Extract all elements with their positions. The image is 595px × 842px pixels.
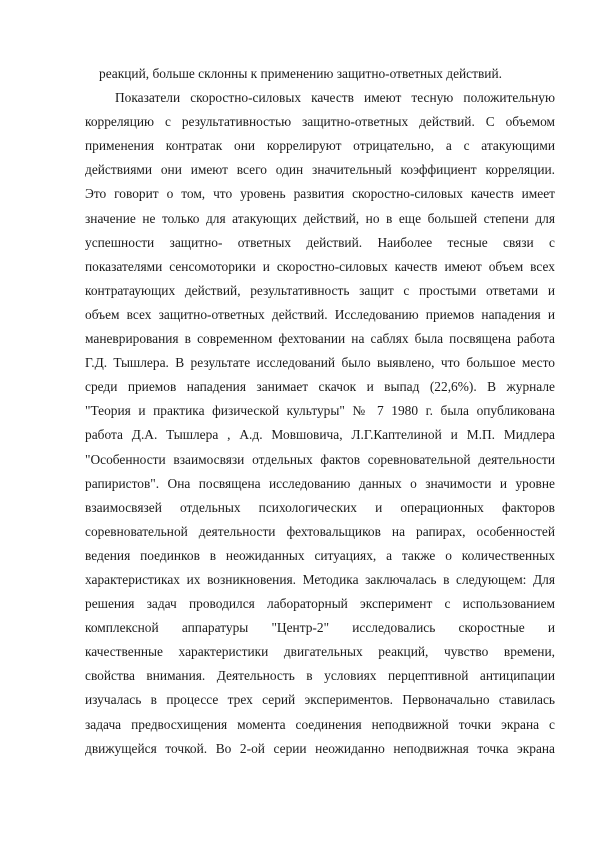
text-line: показателями сенсомоторики и скоростно-силовых качеств имеют объем всех <box>85 258 555 274</box>
text-line: свойства внимания. Деятельность в условиях перцептивной антиципации <box>85 668 555 684</box>
text-line: объем всех защитно-ответных действий. Исследованию приемов нападения и <box>85 306 555 322</box>
text-line: контратаующих действий, результативность защит с простыми ответами и <box>85 282 555 298</box>
text-line: характеристиках их возникновения. Методика заключалась в следующем: Для <box>85 571 555 587</box>
text-line: задача предвосхищения момента соединения неподвижной точки экрана с <box>85 716 555 732</box>
text-line: соревновательной деятельности фехтовальщиков на рапирах, особенностей <box>85 523 555 539</box>
text-line: работа Д.А. Тышлера , А.д. Мовшовича, Л.Г.Каптелиной и М.П. Мидлера <box>85 427 555 443</box>
paragraph-first-line: Показатели скоростно-силовых качеств имеют тесную положительную <box>115 90 555 106</box>
text-line: Это говорит о том, что уровень развития скоростно-силовых качеств имеет <box>85 186 555 202</box>
text-line: изучалась в процессе трех серий экспериментов. Первоначально ставилась <box>85 692 555 708</box>
text-line: реакций, больше склонны к применению защитно-ответных действий. <box>99 66 502 81</box>
text-line: корреляцию с результативностью защитно-ответных действий. С объемом <box>85 114 555 130</box>
text-line: движущейся точкой. Во 2-ой серии неожиданно неподвижная точка экрана <box>85 740 555 756</box>
text-line: решения задач проводился лабораторный эксперимент с использованием <box>85 596 555 612</box>
text-line: качественные характеристики двигательных реакций, чувство времени, <box>85 644 555 660</box>
text-line: "Особенности взаимосвязи отдельных фактов соревновательной деятельности <box>85 451 555 467</box>
text-line: среди приемов нападения занимает скачок и выпад (22,6%). В журнале <box>85 379 555 395</box>
text-line: успешности защитно- ответных действий. Наиболее тесные связи с <box>85 234 555 250</box>
text-line: действиями они имеют всего один значительный коэффициент корреляции. <box>85 162 555 178</box>
text-line: значение не только для атакующих действий, но в еще большей степени для <box>85 210 555 226</box>
text-line: "Теория и практика физической культуры" № 7 1980 г. была опубликована <box>85 403 555 419</box>
document-page <box>85 62 555 761</box>
text-line: Г.Д. Тышлера. В результате исследований было выявлено, что большое место <box>85 355 555 371</box>
text-line: рапиристов". Она посвящена исследованию данных о значимости и уровне <box>85 475 555 491</box>
text-line: маневрирования в современном фехтовании на саблях была посвящена работа <box>85 331 555 347</box>
text-line: применения контратак они коррелируют отрицательно, а с атакующими <box>85 138 555 154</box>
text-line: взаимосвязей отдельных психологических и операционных факторов <box>85 499 555 515</box>
text-line: комплексной аппаратуры "Центр-2" исследовались скоростные и <box>85 620 555 636</box>
text-line: ведения поединков в неожиданных ситуациях, а также о количественных <box>85 547 555 563</box>
